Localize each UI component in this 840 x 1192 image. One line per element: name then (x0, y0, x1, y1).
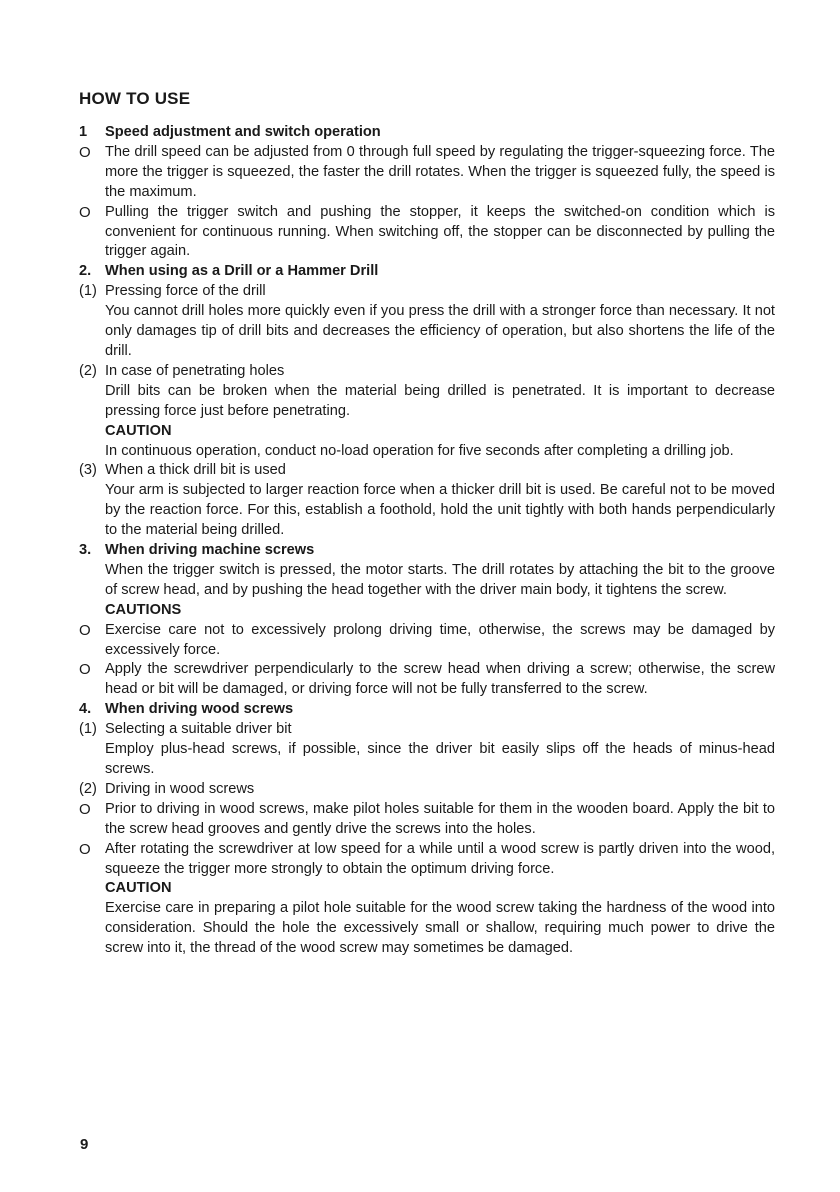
item-number: (1) (79, 721, 97, 738)
bullet-text: Apply the screwdriver perpendicularly to the screw head when driving a screw; otherwise, the screw head or bit will be damaged, or driving force will not be fully transferred to the screw. (105, 661, 775, 698)
section-3-title: When driving machine screws (105, 542, 315, 559)
bullet-circle-icon: O (79, 840, 91, 858)
item-text: Your arm is subjected to larger reaction force when a thicker drill bit is used. Be careful not to be moved by the reaction force. For this, establish a foothold, hold the unit tightly with both hands perpendicularly to the material being drilled. (105, 482, 775, 539)
item-text: You cannot drill holes more quickly even if you press the drill with a stronger force than necessary. It not only damages tip of drill bits and decreases the efficiency of operation, but also shortens the life of the drill. (105, 303, 775, 359)
bullet-circle-icon: O (79, 621, 91, 639)
section-3-heading (79, 541, 775, 561)
item-title: In case of penetrating holes (105, 362, 285, 379)
item-number: (1) (79, 283, 97, 300)
section-4-caution-text (79, 899, 775, 959)
section-4-title: When driving wood screws (105, 701, 294, 718)
caution-text: Exercise care in preparing a pilot hole suitable for the wood screw taking the hardness of the wood into consideration. Should the hole the excessively small or shallow, requiring much power to drive the screw into it, the thread of the wood screw may sometimes be damaged. (105, 900, 775, 957)
section-3-bullet-1 (79, 621, 775, 661)
section-2-item-2-text (79, 382, 775, 422)
section-1-bullet-2 (79, 203, 775, 263)
section-4-caution-label (79, 879, 775, 899)
section-3-bullet-2 (79, 660, 775, 700)
page-number: 9 (80, 1136, 89, 1153)
bullet-text: Exercise care not to excessively prolong driving time, otherwise, the screws may be damaged by excessively force. (105, 621, 775, 658)
section-4-bullet-1 (79, 800, 775, 840)
section-3-number: 3. (79, 542, 92, 559)
section-2-item-2-title (79, 362, 775, 382)
cautions-label: CAUTIONS (105, 601, 182, 618)
bullet-text: Prior to driving in wood screws, make pilot holes suitable for them in the wooden board. Apply the bit to the screw head grooves and gently drive the screws into the holes. (105, 800, 775, 837)
bullet-circle-icon: O (79, 800, 91, 818)
item-number: (3) (79, 462, 97, 479)
caution-text: In continuous operation, conduct no-load operation for five seconds after completing a drilling job. (105, 442, 734, 459)
instructions-body (79, 123, 775, 959)
item-number: (2) (79, 780, 97, 797)
section-2-item-1-title (79, 282, 775, 302)
bullet-text: Pulling the trigger switch and pushing the stopper, it keeps the switched-on condition which is convenient for continuous running. When switching off, the stopper can be disconnected by pulling the trigger again. (105, 203, 775, 260)
item-title: Selecting a suitable driver bit (105, 721, 292, 738)
bullet-text: After rotating the screwdriver at low speed for a while until a wood screw is partly driven into the wood, squeeze the trigger more strongly to obtain the optimum driving force. (105, 840, 775, 877)
section-4-bullet-2 (79, 840, 775, 880)
page-heading: HOW TO USE (79, 89, 191, 108)
item-title: Driving in wood screws (105, 780, 255, 797)
item-number: (2) (79, 362, 97, 379)
section-1-heading (79, 123, 775, 143)
bullet-circle-icon: O (79, 143, 91, 161)
bullet-circle-icon: O (79, 203, 91, 221)
section-4-number: 4. (79, 701, 92, 718)
caution-label: CAUTION (105, 880, 172, 897)
section-1-title: Speed adjustment and switch operation (105, 124, 381, 140)
item-title: When a thick drill bit is used (105, 462, 286, 479)
section-1-bullet-1 (79, 143, 775, 203)
section-2-item-1-text (79, 302, 775, 362)
item-text: Drill bits can be broken when the material being drilled is penetrated. It is important to decrease pressing force just before penetrating. (105, 382, 775, 419)
section-4-item-2-title (79, 780, 775, 800)
section-3-cautions-label (79, 601, 775, 621)
section-4-heading (79, 700, 775, 720)
section-1-number: 1 (79, 124, 88, 140)
bullet-circle-icon: O (79, 661, 91, 679)
caution-label: CAUTION (105, 422, 172, 439)
bullet-text: The drill speed can be adjusted from 0 through full speed by regulating the trigger-squeezing force. The more the trigger is squeezed, the faster the drill rotates. When the trigger is squeezed fully, the speed is the maximum. (105, 143, 775, 200)
section-text: When the trigger switch is pressed, the motor starts. The drill rotates by attaching the bit to the groove of screw head, and by pushing the head together with the driver main body, it tightens the screw. (105, 561, 775, 598)
section-2-item-3-text (79, 481, 775, 541)
section-2-caution-label (79, 422, 775, 442)
section-4-item-1-text (79, 740, 775, 780)
section-2-caution-text (79, 442, 775, 462)
section-4-item-1-title (79, 720, 775, 740)
section-3-text (79, 561, 775, 601)
section-2-heading (79, 262, 775, 282)
item-title: Pressing force of the drill (105, 283, 266, 300)
section-2-title: When using as a Drill or a Hammer Drill (105, 263, 379, 280)
section-2-number: 2. (79, 263, 92, 280)
section-2-item-3-title (79, 461, 775, 481)
item-text: Employ plus-head screws, if possible, since the driver bit easily slips off the heads of minus-head screws. (105, 741, 775, 777)
